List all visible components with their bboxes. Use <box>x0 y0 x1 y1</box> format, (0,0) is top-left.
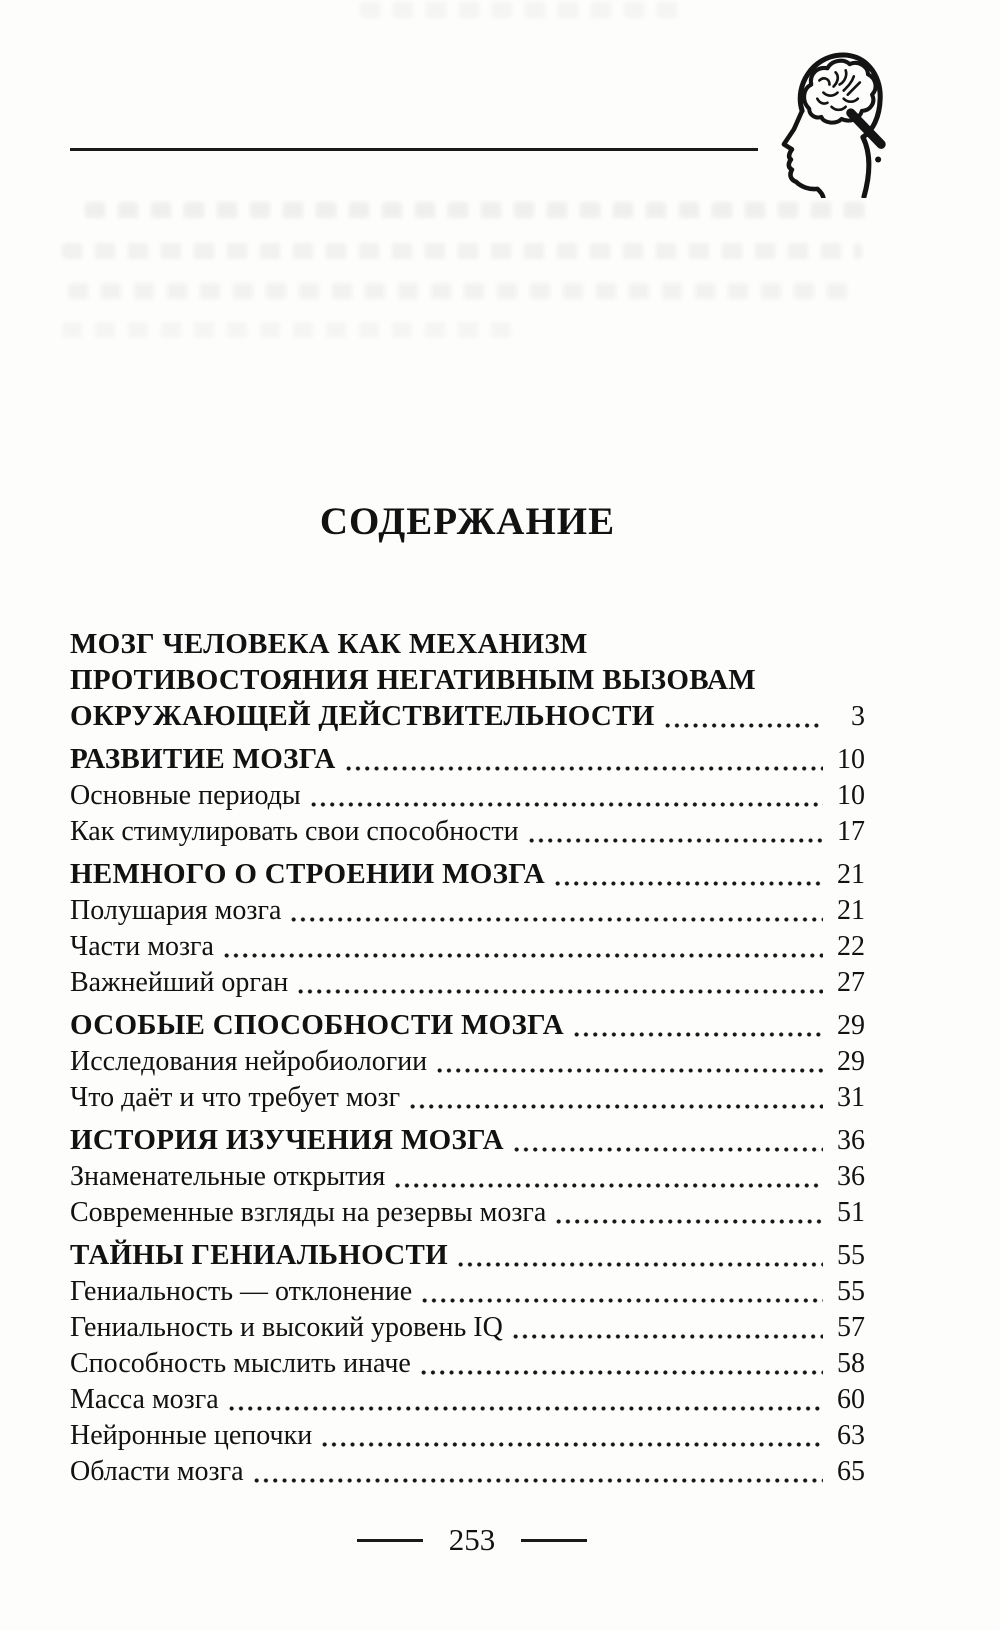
toc-entry-row <box>70 1122 865 1159</box>
dot-leader <box>572 1032 823 1037</box>
head-with-brain-icon <box>772 46 890 198</box>
toc-entry-label: Нейронные цепочки <box>70 1420 313 1451</box>
toc-entry-label: НЕМНОГО О СТРОЕНИИ МОЗГА <box>70 858 546 890</box>
toc-entry-row <box>70 1418 865 1454</box>
dot-leader <box>227 1406 823 1411</box>
toc-entry-row <box>70 778 865 814</box>
bleed-through-artifact <box>85 202 875 218</box>
dot-leader <box>554 1219 823 1224</box>
toc-page-number: 22 <box>837 931 865 962</box>
toc-entry-row <box>70 893 865 929</box>
dot-leader <box>296 989 823 994</box>
toc-entry <box>70 1454 865 1490</box>
toc-entry-row <box>70 1195 865 1231</box>
toc-entry-row <box>70 1274 865 1310</box>
toc-entry-row <box>70 856 865 893</box>
toc-entry <box>70 814 865 850</box>
toc-entry <box>70 1274 865 1310</box>
toc-entry-label: ИСТОРИЯ ИЗУЧЕНИЯ МОЗГА <box>70 1124 504 1156</box>
toc-entry-label: Полушария мозга <box>70 895 282 926</box>
toc-entry <box>70 1195 865 1231</box>
toc-entry-row <box>70 1007 865 1044</box>
toc-entry-label: Знаменательные открытия <box>70 1161 386 1192</box>
toc-page-number: 51 <box>837 1197 865 1228</box>
footer-left-dash <box>357 1539 423 1542</box>
dot-leader <box>512 1147 823 1152</box>
toc-page-number: 10 <box>837 744 865 775</box>
toc-entry-row <box>70 741 865 778</box>
toc-entry-row <box>70 965 865 1001</box>
toc-entry-row <box>70 1080 865 1116</box>
toc-entry-row <box>70 929 865 965</box>
toc-entry-label: МОЗГ ЧЕЛОВЕКА КАК МЕХАНИЗМ <box>70 628 588 660</box>
dot-leader <box>252 1478 823 1483</box>
toc-page-number: 21 <box>837 895 865 926</box>
toc-entry-row <box>70 1044 865 1080</box>
toc-entry-label: ТАЙНЫ ГЕНИАЛЬНОСТИ <box>70 1239 449 1271</box>
toc-entry <box>70 1346 865 1382</box>
toc-entry-row <box>70 1346 865 1382</box>
toc-entry-label: Гениальность и высокий уровень IQ <box>70 1312 503 1343</box>
folio-page-number: 253 <box>448 1522 496 1557</box>
toc-entry-label: Гениальность — отклонение <box>70 1276 413 1307</box>
bleed-through-artifact <box>62 243 862 259</box>
footer-right-dash <box>521 1539 587 1542</box>
toc-page-number: 31 <box>837 1082 865 1113</box>
toc-page-number: 58 <box>837 1348 865 1379</box>
bleed-through-artifact <box>62 322 512 338</box>
toc-entry-label: РАЗВИТИЕ МОЗГА <box>70 743 336 775</box>
bleed-through-artifact <box>360 2 690 18</box>
dot-leader <box>309 802 823 807</box>
toc-page-number: 29 <box>837 1010 865 1041</box>
toc-entry <box>70 929 865 965</box>
toc-entry <box>70 626 865 735</box>
toc-page-number: 60 <box>837 1384 865 1415</box>
toc-entry <box>70 741 865 778</box>
toc-page-number: 3 <box>851 701 865 732</box>
toc-entry <box>70 1382 865 1418</box>
dot-leader <box>320 1442 823 1447</box>
toc-page-number: 57 <box>837 1312 865 1343</box>
toc-page-number: 55 <box>837 1240 865 1271</box>
dot-leader <box>393 1183 823 1188</box>
toc-entry <box>70 1418 865 1454</box>
toc-page-number: 36 <box>837 1125 865 1156</box>
toc-entry-label: Исследования нейробиологии <box>70 1046 428 1077</box>
toc-entry <box>70 1044 865 1080</box>
toc-entry <box>70 893 865 929</box>
toc-entry-label: Важнейший орган <box>70 967 289 998</box>
toc-entry-row <box>70 1382 865 1418</box>
dot-leader <box>435 1068 823 1073</box>
toc-entry-row <box>70 1310 865 1346</box>
toc-page-number: 10 <box>837 780 865 811</box>
toc-entry-label: Масса мозга <box>70 1384 219 1415</box>
toc-entry-label: Современные взгляды на резервы мозга <box>70 1197 547 1228</box>
toc-entry-label: ОСОБЫЕ СПОСОБНОСТИ МОЗГА <box>70 1009 564 1041</box>
dot-leader <box>222 953 823 958</box>
page-content <box>70 498 865 1490</box>
dot-leader <box>289 917 823 922</box>
dot-leader <box>408 1104 823 1109</box>
toc-entry-label: Основные периоды <box>70 780 301 811</box>
toc-entry <box>70 1310 865 1346</box>
toc-entry-label: Как стимулировать свои способности <box>70 816 519 847</box>
dot-leader <box>420 1298 823 1303</box>
toc-entry-row <box>70 1159 865 1195</box>
toc-entry <box>70 1080 865 1116</box>
dot-leader <box>344 766 823 771</box>
toc-entry-row <box>70 698 865 735</box>
toc-page-number: 36 <box>837 1161 865 1192</box>
toc-entry <box>70 778 865 814</box>
toc-page-number: 55 <box>837 1276 865 1307</box>
toc-entry-row <box>70 1454 865 1490</box>
toc-entry-label: ОКРУЖАЮЩЕЙ ДЕЙСТВИТЕЛЬНОСТИ <box>70 700 655 732</box>
header-rule <box>70 148 758 151</box>
page-footer <box>0 1522 944 1558</box>
toc-page-number: 65 <box>837 1456 865 1487</box>
dot-leader <box>456 1262 823 1267</box>
toc-entry-label: ПРОТИВОСТОЯНИЯ НЕГАТИВНЫМ ВЫЗОВАМ <box>70 664 756 696</box>
toc-page-number: 27 <box>837 967 865 998</box>
toc-entry <box>70 1159 865 1195</box>
toc-entry-label: Что даёт и что требует мозг <box>70 1082 401 1113</box>
bleed-through-artifact <box>68 283 848 299</box>
dot-leader <box>553 881 823 886</box>
toc-entry <box>70 856 865 893</box>
toc-page-number: 29 <box>837 1046 865 1077</box>
toc-page-number: 21 <box>837 859 865 890</box>
toc-entry <box>70 965 865 1001</box>
toc-page-number: 63 <box>837 1420 865 1451</box>
toc-page-number: 17 <box>837 816 865 847</box>
dot-leader <box>663 723 823 728</box>
dot-leader <box>527 838 823 843</box>
dot-leader <box>511 1334 823 1339</box>
toc-entry-label: Области мозга <box>70 1456 244 1487</box>
toc-entry-label: Способность мыслить иначе <box>70 1348 411 1379</box>
toc-entry <box>70 1237 865 1274</box>
toc-entry-row <box>70 814 865 850</box>
table-of-contents <box>70 626 865 1490</box>
toc-entry-label: Части мозга <box>70 931 214 962</box>
page-title: СОДЕРЖАНИЕ <box>319 500 616 543</box>
toc-entry <box>70 1007 865 1044</box>
toc-entry-row <box>70 1237 865 1274</box>
toc-entry <box>70 1122 865 1159</box>
dot-leader <box>419 1370 823 1375</box>
